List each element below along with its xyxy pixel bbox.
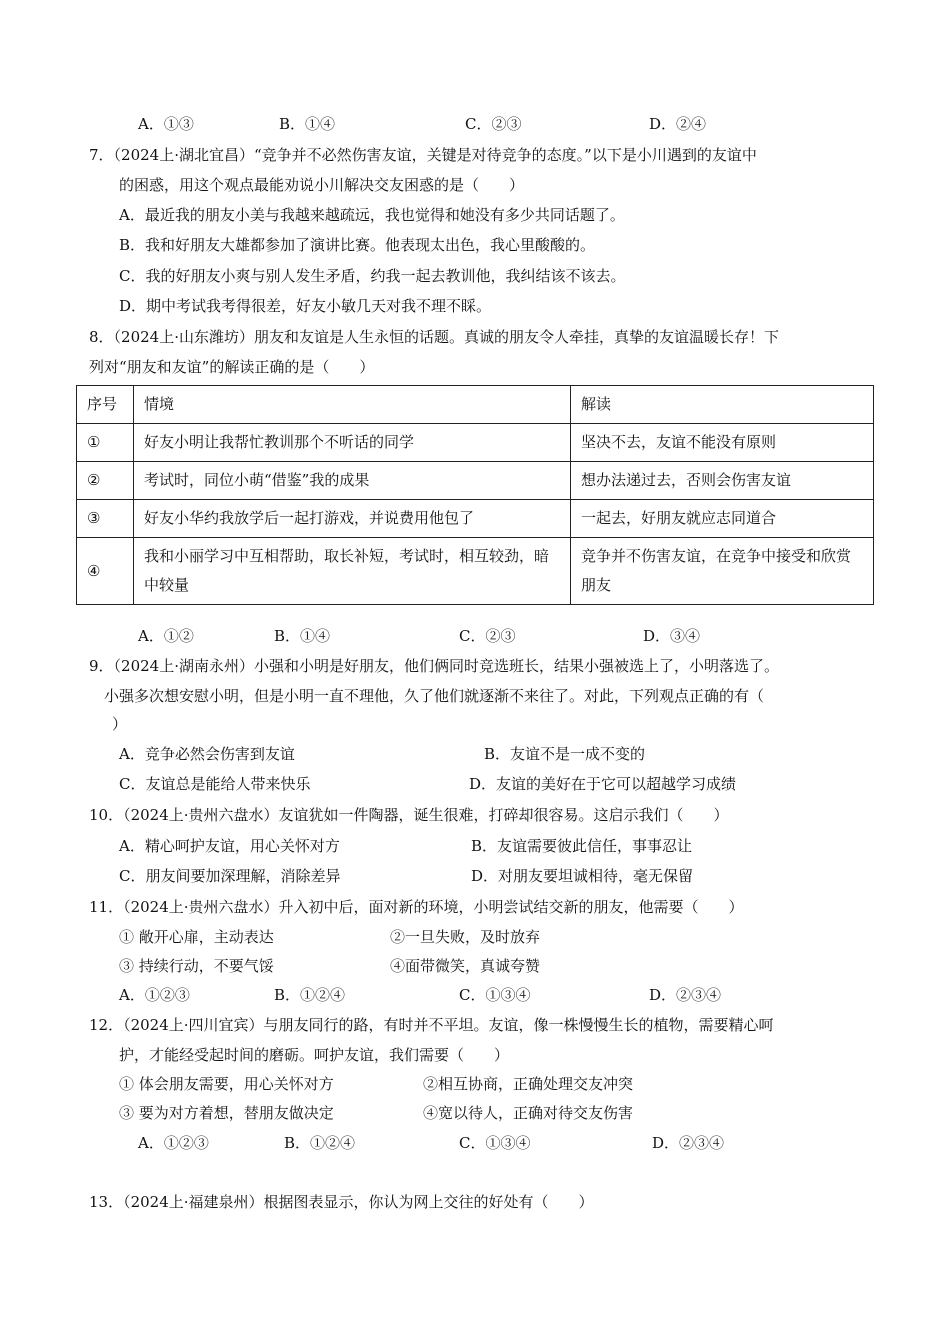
q7-option-a: A．最近我的朋友小美与我越来越疏远，我也觉得和她没有多少共同话题了。 <box>119 206 625 224</box>
table-cell: 好友小明让我帮忙教训那个不听话的同学 <box>134 424 571 462</box>
q8-stem-line2: 列对“朋友和友谊”的解读正确的是（ ） <box>89 358 375 376</box>
q11-option-d: D．②③④ <box>649 986 722 1004</box>
table-row <box>77 424 874 462</box>
q12-item-1: ① 体会朋友需要，用心关怀对方 <box>119 1075 334 1093</box>
q8-option-d: D．③④ <box>643 627 701 645</box>
table-row <box>77 538 874 605</box>
table-header-cell: 序号 <box>77 386 134 424</box>
table-cell: 坚决不去，友谊不能没有原则 <box>571 424 874 462</box>
q11-option-c: C．①③④ <box>459 986 531 1004</box>
q9-stem-line1: 9．（2024上·湖南永州）小强和小明是好朋友，他们俩同时竞选班长，结果小强被选上了，小明落选了。 <box>89 657 779 675</box>
q7-stem-line2: 的困惑，用这个观点最能劝说小川解决交友困惑的是（ ） <box>119 176 525 194</box>
q11-item-2: ②一旦失败，及时放弃 <box>390 928 541 946</box>
q8-option-a: A．①② <box>138 627 194 645</box>
q9-stem-line2: 小强多次想安慰小明，但是小明一直不理他，久了他们就逐渐不来往了。对此，下列观点正确的有（ <box>104 687 765 705</box>
q8-option-b: B．①④ <box>274 627 331 645</box>
q11-option-b: B．①②④ <box>274 986 346 1004</box>
table-cell: 好友小华约我放学后一起打游戏，并说费用他包了 <box>134 500 571 538</box>
q6-option-b: B．①④ <box>279 115 336 133</box>
table-row <box>77 462 874 500</box>
q10-option-d: D．对朋友要坦诚相待，毫无保留 <box>471 867 694 885</box>
q11-item-3: ③ 持续行动，不要气馁 <box>119 957 274 975</box>
table-cell: 一起去，好朋友就应志同道合 <box>571 500 874 538</box>
q12-option-a: A．①②③ <box>138 1134 209 1152</box>
q12-stem-line2: 护，才能经受起时间的磨砺。呵护友谊，我们需要（ ） <box>119 1046 510 1064</box>
table-cell: ② <box>77 462 134 500</box>
q7-option-d: D．期中考试我考得很差，好友小敏几天对我不理不睬。 <box>119 297 492 315</box>
q6-option-c: C．②③ <box>465 115 522 133</box>
q12-item-4: ④宽以待人，正确对待交友伤害 <box>423 1104 634 1122</box>
table-cell: ① <box>77 424 134 462</box>
table-header-cell: 情境 <box>134 386 571 424</box>
q8-option-c: C．②③ <box>459 627 516 645</box>
q11-item-1: ① 敞开心扉，主动表达 <box>119 928 274 946</box>
q13-stem-line1: 13．（2024上·福建泉州）根据图表显示，你认为网上交往的好处有（ ） <box>89 1193 594 1211</box>
table-header-cell: 解读 <box>571 386 874 424</box>
q11-stem-line1: 11．（2024上·贵州六盘水）升入初中后，面对新的环境，小明尝试结交新的朋友，他需要（ ） <box>89 898 744 916</box>
q9-option-b: B．友谊不是一成不变的 <box>484 745 646 763</box>
table-cell: 想办法递过去，否则会伤害友谊 <box>571 462 874 500</box>
q10-option-b: B．友谊需要彼此信任，事事忍让 <box>471 837 693 855</box>
q9-stem-line3: ） <box>112 715 128 733</box>
q7-option-b: B．我和好朋友大雄都参加了演讲比赛。他表现太出色，我心里酸酸的。 <box>119 236 596 254</box>
q12-item-2: ②相互协商，正确处理交友冲突 <box>423 1075 634 1093</box>
q8-table <box>76 385 874 605</box>
q8-stem-line1: 8．（2024上·山东潍坊）朋友和友谊是人生永恒的话题。真诚的朋友令人牵挂，真挚的友谊温暖长存！下 <box>89 328 779 346</box>
table-cell: ④ <box>77 538 134 605</box>
table-cell: 我和小丽学习中互相帮助，取长补短，考试时，相互较劲，暗中较量 <box>134 538 571 605</box>
q6-option-d: D．②④ <box>649 115 707 133</box>
q10-stem-line1: 10．（2024上·贵州六盘水）友谊犹如一件陶器，诞生很难，打碎却很容易。这启示我们（ ） <box>89 806 729 824</box>
table-cell: 竞争并不伤害友谊，在竞争中接受和欣赏朋友 <box>571 538 874 605</box>
q10-option-c: C．朋友间要加深理解，消除差异 <box>119 867 341 885</box>
table-cell: ③ <box>77 500 134 538</box>
q9-option-d: D．友谊的美好在于它可以超越学习成绩 <box>469 775 737 793</box>
q10-option-a: A．精心呵护友谊，用心关怀对方 <box>119 837 340 855</box>
table-header-row <box>77 386 874 424</box>
q12-stem-line1: 12．（2024上·四川宜宾）与朋友同行的路，有时并不平坦。友谊，像一株慢慢生长的植物，需要精心呵 <box>89 1016 774 1034</box>
q7-stem-line1: 7．（2024上·湖北宜昌）“竞争并不必然伤害友谊，关键是对待竞争的态度。”以下是小川遇到的友谊中 <box>89 146 757 164</box>
q6-option-a: A．①③ <box>138 115 194 133</box>
q12-option-c: C．①③④ <box>459 1134 531 1152</box>
q7-option-c: C．我的好朋友小爽与别人发生矛盾，约我一起去教训他，我纠结该不该去。 <box>119 267 626 285</box>
q12-option-d: D．②③④ <box>652 1134 725 1152</box>
q12-option-b: B．①②④ <box>284 1134 356 1152</box>
table-row <box>77 500 874 538</box>
q11-option-a: A．①②③ <box>119 986 190 1004</box>
q12-item-3: ③ 要为对方着想，替朋友做决定 <box>119 1104 334 1122</box>
q11-item-4: ④面带微笑，真诚夸赞 <box>390 957 541 975</box>
q9-option-a: A．竞争必然会伤害到友谊 <box>119 745 295 763</box>
table-cell: 考试时，同位小萌“借鉴”我的成果 <box>134 462 571 500</box>
q9-option-c: C．友谊总是能给人带来快乐 <box>119 775 311 793</box>
